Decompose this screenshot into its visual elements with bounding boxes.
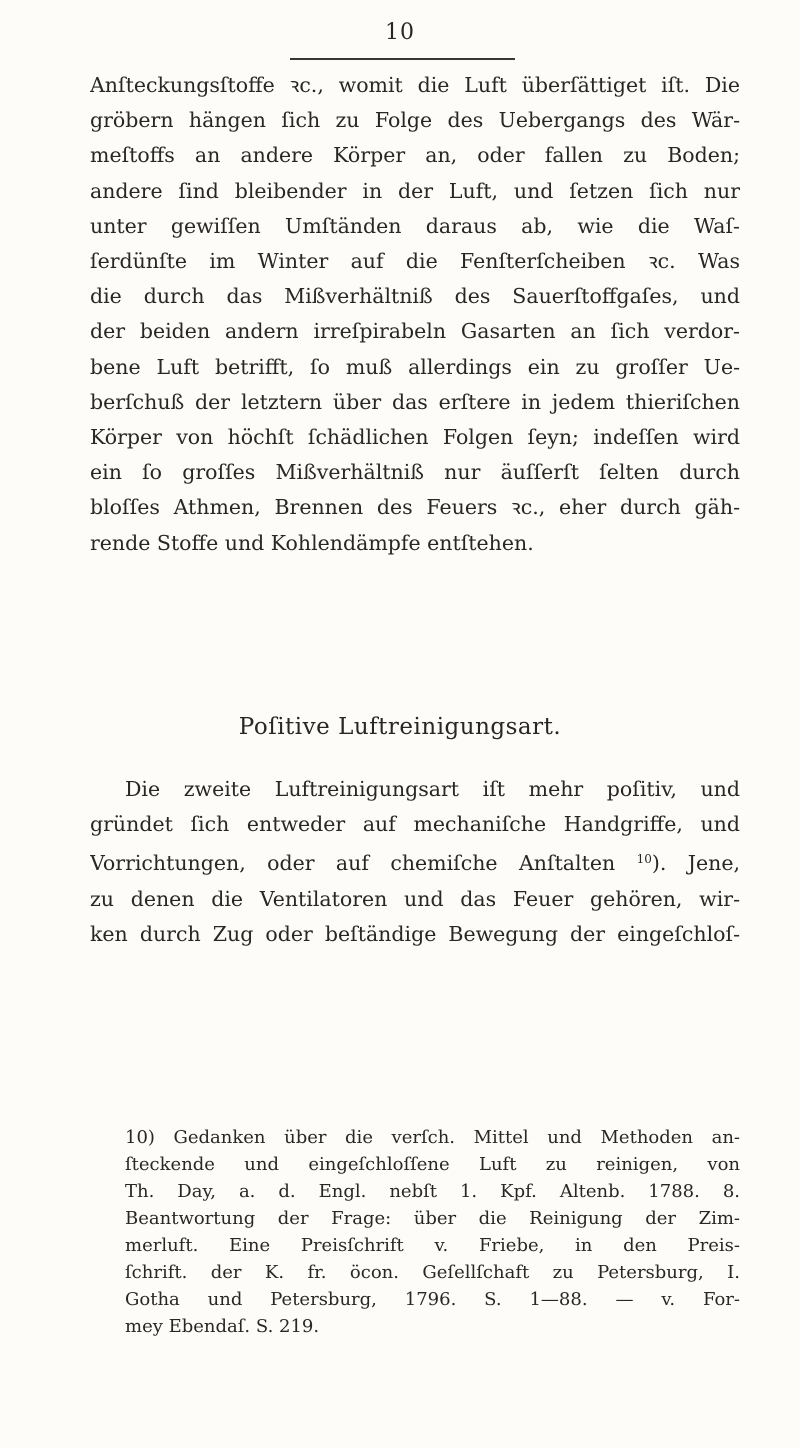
text-line: bloſſes Athmen, Brennen des Feuers ꝛc., eher durch gäh- bbox=[90, 495, 740, 520]
footnote-line: 10) Gedanken über die verſch. Mittel und Methoden an- bbox=[125, 1127, 740, 1148]
text-line: gröbern hängen ſich zu Folge des Uebergangs des Wär- bbox=[90, 108, 740, 133]
footnote-line: Gotha und Petersburg, 1796. S. 1—88. — v. For- bbox=[125, 1289, 740, 1310]
text-line-with-footnote bbox=[90, 842, 740, 881]
footnote bbox=[90, 1124, 740, 1340]
paragraph-2 bbox=[90, 772, 740, 952]
text-line: gründet ſich entweder auf mechaniſche Handgriffe, und bbox=[90, 812, 740, 837]
text-line: ſerdünſte im Winter auf die Fenſterſcheiben ꝛc. Was bbox=[90, 249, 740, 274]
text-line: ein ſo groſſes Mißverhältniß nur äuſſerſt ſelten durch bbox=[90, 460, 740, 485]
text-line: ken durch Zug oder beſtändige Bewegung der eingeſchloſ- bbox=[90, 921, 740, 946]
text-line: andere ſind bleibender in der Luft, und ſetzen ſich nur bbox=[90, 178, 740, 203]
text-line: unter gewiſſen Umſtänden daraus ab, wie die Waſ- bbox=[90, 213, 740, 238]
footnote-line: Th. Day, a. d. Engl. nebſt 1. Kpf. Altenb. 1788. 8. bbox=[125, 1181, 740, 1202]
footnote-marker: 10 bbox=[636, 852, 652, 867]
text-segment: ). Jene, bbox=[651, 851, 740, 876]
text-line: Die zweite Luftreinigungsart iſt mehr poſitiv, und bbox=[125, 777, 740, 801]
page-number: 10 bbox=[385, 20, 415, 45]
paragraph-1 bbox=[90, 68, 740, 561]
footnote-line: ſchrift. der K. fr. öcon. Geſellſchaft zu Petersburg, I. bbox=[125, 1262, 740, 1283]
text-line: Anſteckungsſtoffe ꝛc., womit die Luft überſättiget iſt. Die bbox=[90, 73, 740, 97]
footnote-line: mey Ebendaſ. S. 219. bbox=[125, 1316, 320, 1337]
header-rule bbox=[290, 58, 515, 60]
text-line: zu denen die Ventilatoren und das Feuer gehören, wir- bbox=[90, 886, 740, 911]
footnote-line: Beantwortung der Frage: über die Reinigung der Zim- bbox=[125, 1208, 740, 1229]
text-line: meſtoffs an andere Körper an, oder fallen zu Boden; bbox=[90, 143, 740, 168]
text-line: rende Stoffe und Kohlendämpfe entſtehen. bbox=[90, 530, 534, 555]
section-heading: Poſitive Luftreinigungsart. bbox=[238, 714, 562, 740]
footnote-line: merluft. Eine Preisſchrift v. Friebe, in den Preis- bbox=[125, 1235, 740, 1256]
text-line: der beiden andern irreſpirabeln Gasarten an ſich verdor- bbox=[90, 319, 740, 344]
text-line: berſchuß der letztern über das erſtere in jedem thieriſchen bbox=[90, 389, 740, 414]
footnote-line: ſteckende und eingeſchloſſene Luft zu reinigen, von bbox=[125, 1154, 740, 1175]
text-line: Körper von höchſt ſchädlichen Folgen ſeyn; indeſſen wird bbox=[90, 425, 740, 450]
text-segment: Vorrichtungen, oder auf chemiſche Anſtalten bbox=[90, 851, 616, 876]
text-line: bene Luft betrifft, ſo muß allerdings ein zu groſſer Ue- bbox=[90, 354, 740, 379]
text-line: die durch das Mißverhältniß des Sauerſtoffgaſes, und bbox=[90, 284, 740, 309]
